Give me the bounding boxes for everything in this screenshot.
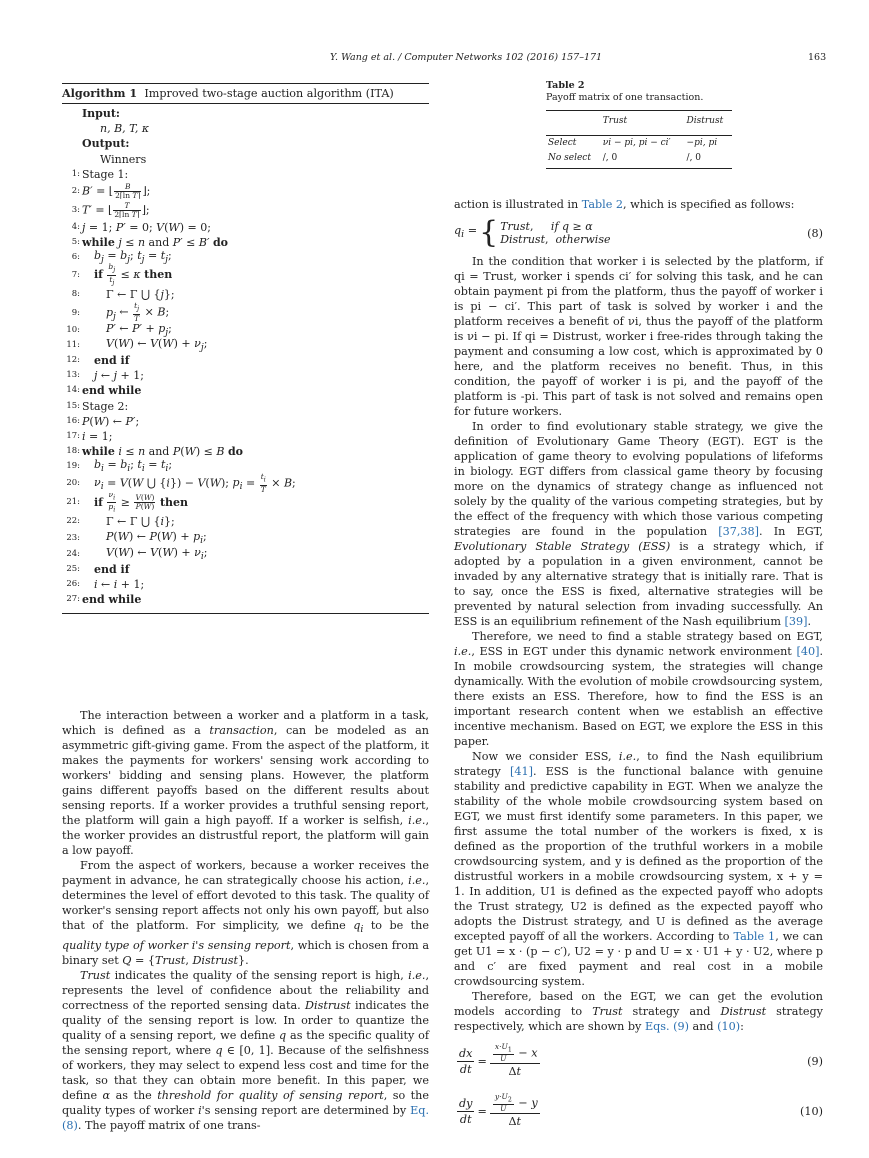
algo-line: 18: while i ≤ n and P(W) ≤ B do: [66, 445, 244, 459]
algo-line: 25: end if: [66, 562, 130, 576]
paragraph-trust: Trust indicates the quality of the sensing report is high, i.e., represents the level of confidence about the reliability and correctness of the reported sensing data. Distrust indicates the quality of the sensing report is low. In order to quantize the quality of a sensing report, we define q as the specific quality of the sensing report, where q ∈ [0, 1]. Because of the selfishness of workers, they may select to expend less cost and time for the task, so that they can obtain more benefit. In this paper, we define α as the threshold for quality of sensing report, so the quality types of worker i's sensing report are determined by Eq. (8). The payoff matrix of one trans-: [62, 968, 430, 1132]
algo-line: 4: j = 1; P′ = 0; V(W) = 0;: [71, 221, 211, 235]
algo-line: 24: V(W) ← $V(W) + \nu_i$;: [66, 545, 208, 562]
algo-line: 26: i ← i + 1;: [66, 578, 145, 592]
table-2: [454, 80, 823, 169]
running-header: Y. Wang et al. / Computer Networks 102 (2016) 157–171: [330, 52, 603, 63]
equation-number: (9): [807, 1054, 823, 1068]
paragraph-ess: Now we consider ESS, i.e., to find the Nash equilibrium strategy [41]. ESS is the functional balance with genuine stability and predictive capability in EGT. When we analyze the stability of the whole mobile crowdsourcing system based on EGT, we must first identify some parameters. In this paper, we first assume the total number of the workers is fixed, x is defined as the proportion of the truthful workers in a mobile crowdsourcing system, and y is defined as the proportion of the distrustful workers in a mobile crowdsourcing system, x + y = 1. In addition, U1 is defined as the expected payoff who adopts the Trust strategy, U2 is defined as the expected payoff who adopts the Distrust strategy, and U is defined as the average excepted payoff of all the workers. According to Table 1, we can get U1 = x · (p − c′), U2 = y · p and U = x · U1 + y · U2, where p and c′ are fixed payment and real cost in a mobile crowdsourcing system.: [454, 750, 824, 988]
algo-line: 12: end if: [66, 353, 130, 367]
algorithm-box: [62, 83, 429, 614]
eq-9-link[interactable]: Eqs. (9): [644, 1020, 689, 1033]
equation-8: $q_i$ = { Trust, if q ≥ α Distrust, otherwise (8): [454, 215, 823, 250]
input-value: n, B, T, κ: [100, 122, 150, 136]
algo-line: 27: end while: [66, 593, 142, 607]
algo-line: 13: j ← j + 1;: [66, 369, 144, 383]
paragraph-transaction: The interaction between a worker and a platform in a task, which is defined as a transaction, can be modeled as an asymmetric gift-giving game. From the aspect of the platform, it makes the payments for workers' sensing work according to workers' bidding and sensing plans. However, the platform gains different payoffs based on the different results about sensing reports. If a worker provides a truthful sensing report, the platform will gain a high payoff. If a worker is selfish, i.e., the worker provides an distrustful report, the platform will gain a low payoff.: [62, 709, 429, 858]
algorithm-body: [62, 104, 429, 613]
table-row: No select /, 0 /, 0: [546, 151, 732, 169]
algo-line: 17: i = 1;: [66, 429, 113, 443]
algo-line: 10: P′ ← $P' + p_j$;: [66, 321, 172, 338]
algorithm-label: Algorithm 1: [62, 86, 138, 100]
table-header: Distrust: [685, 111, 732, 136]
algo-line: 15: Stage 2:: [66, 399, 129, 413]
algo-line: 22: Γ ← Γ ⋃ {i};: [66, 515, 175, 529]
algo-line: 14: end while: [66, 384, 142, 398]
algo-line: 8: Γ ← Γ ⋃ {j};: [71, 287, 175, 301]
table-header: [546, 111, 601, 136]
paragraph-workers: From the aspect of workers, because a worker receives the payment in advance, he can strategically choose his action, i.e., determines the level of effort devoted to this task. The quality of worker's sensing report affects not only his own payoff, but also that of the platform. For simplicity, we define $q_i$ to be the quality type of worker i's sensing report, which is chosen from a binary set Q = {Trust, Distrust}.: [62, 859, 429, 967]
paragraph-table-ref: action is illustrated in Table 2, which is specified as follows:: [454, 198, 795, 211]
table-1-link[interactable]: Table 1: [733, 930, 776, 943]
table-label: Table 2: [546, 80, 585, 91]
algo-line: 23: P(W) ← $P(W) + p_i$;: [66, 530, 207, 547]
ref-40-link[interactable]: [40]: [796, 645, 820, 658]
algorithm-name: Improved two-stage auction algorithm (ITA): [144, 87, 394, 100]
equation-9: $\frac{dx}{dt}$ = $\frac{x\cdot U_1}{U}$ − x Δt (9): [459, 1041, 823, 1079]
algo-line: 19: $b_i = b_i$; $t_i = t_i$;: [66, 458, 173, 475]
output-label: Output:: [82, 137, 130, 151]
input-label: Input:: [82, 107, 120, 121]
algo-line: 21: if $\frac{\nu_i}{p_i}$ ≥ $\frac{V(W)}{P(W)}$ then: [66, 489, 189, 514]
ref-37-38-link[interactable]: [37,38]: [718, 525, 759, 538]
ref-41-link[interactable]: [41]: [509, 765, 533, 778]
table-header: Trust: [601, 111, 685, 136]
paragraph-evolution: Therefore, based on the EGT, we can get the evolution models according to Trust strategy and Distrust strategy respectively, which are shown by Eqs. (9) and (10):: [454, 990, 823, 1033]
ref-39-link[interactable]: [39]: [784, 615, 808, 628]
page-number: 163: [808, 52, 827, 63]
algo-line: 1: Stage 1:: [71, 167, 129, 181]
algo-line: 11: V(W) ← $V(W) + \nu_j$;: [66, 336, 208, 353]
eq-10-link[interactable]: (10): [717, 1020, 741, 1033]
equation-number: (10): [800, 1104, 823, 1118]
right-column: [454, 80, 823, 1134]
equation-number: (8): [807, 226, 823, 240]
algo-line: 9: $p_j$ ← $\frac{t_j}{T}$ × B;: [71, 301, 170, 323]
left-column: [62, 83, 429, 1133]
paragraph-egt: In order to find evolutionary stable strategy, we give the definition of Evolutionary Game Theory (EGT). EGT is the application of game theory to evolving populations of lifeforms in biology. EGT differs from classical game theory by focusing more on the dynamics of strategy change as influenced not solely by the quality of the various competing strategies, but by the effect of the frequency with which those various competing strategies are found in the population [37,38]. In EGT, Evolutionary Stable Strategy (ESS) is a strategy which, if adopted by a population in a given environment, cannot be invaded by any alternative strategy that is initially rare. That is to say, once the ESS is fixed, alternative strategies will be prevented by natural selection from invading successfully. An ESS is an equilibrium refinement of the Nash equilibrium [39].: [454, 420, 823, 628]
algo-line: 20: $\nu_i = V(W$ ⋃ {i}) − V(W); $p_i$ = $\frac{t_i}{T}$ × B;: [66, 472, 296, 494]
equation-10: $\frac{dy}{dt}$ = $\frac{y\cdot U_2}{U}$ − y Δt (10): [459, 1091, 823, 1129]
table-caption: Payoff matrix of one transaction.: [546, 92, 704, 103]
paragraph-condition: In the condition that worker i is selected by the platform, if qi = Trust, worker i spends ci′ for solving this task, and he can obtain payment pi from the platform, thus the payoff of worker i is pi − ci′. This part of task is solved by worker i and the platform receives a benefit of νi, thus the payoff of the platform is νi − pi. If qi = Distrust, worker i free-rides through taking the payment and consuming a low cost, which is approximated by 0 here, and the platform receives no benefit. Thus, in this condition, the payoff of worker i is pi, and the payoff of the platform is -pi. This part of task is not solved and remains open for future workers.: [454, 255, 823, 418]
algorithm-title: [62, 84, 429, 104]
algo-line: 16: P(W) ← P′;: [66, 414, 140, 428]
algo-line: 5: while j ≤ n and P′ ≤ B′ do: [71, 236, 228, 250]
output-value: Winners: [100, 152, 147, 166]
table-2-link[interactable]: Table 2: [581, 198, 624, 211]
algo-line: 3: T′ = ⌊ $\frac{T}{\text{2⌈ln T⌉}}$ ⌋;: [71, 200, 150, 219]
eq-8-link[interactable]: Eq. (8): [62, 1103, 429, 1132]
paragraph-stable: Therefore, we need to find a stable strategy based on EGT, i.e., ESS in EGT under this dynamic network environment [40]. In mobile crowdsourcing system, the strategies will change dynamically. With the evolution of mobile crowdsourcing system, there exists an ESS. Therefore, how to find the ESS is an important research content when we establish an effective incentive mechanism. Based on EGT, we explore the ESS in this paper.: [454, 630, 823, 748]
algo-line: 7: if $\frac{b_j}{t_j}$ ≤ κ then: [71, 262, 173, 286]
payoff-table: [546, 110, 732, 169]
algo-line: 2: B′ = ⌊ $\frac{B}{\text{2⌈ln T⌉}}$ ⌋;: [71, 181, 151, 200]
table-row: Select νi − pi, pi − ci′ −pi, pi: [548, 138, 718, 148]
algo-line: 6: $b_j = b_j$; $t_j = t_j$;: [71, 249, 172, 266]
